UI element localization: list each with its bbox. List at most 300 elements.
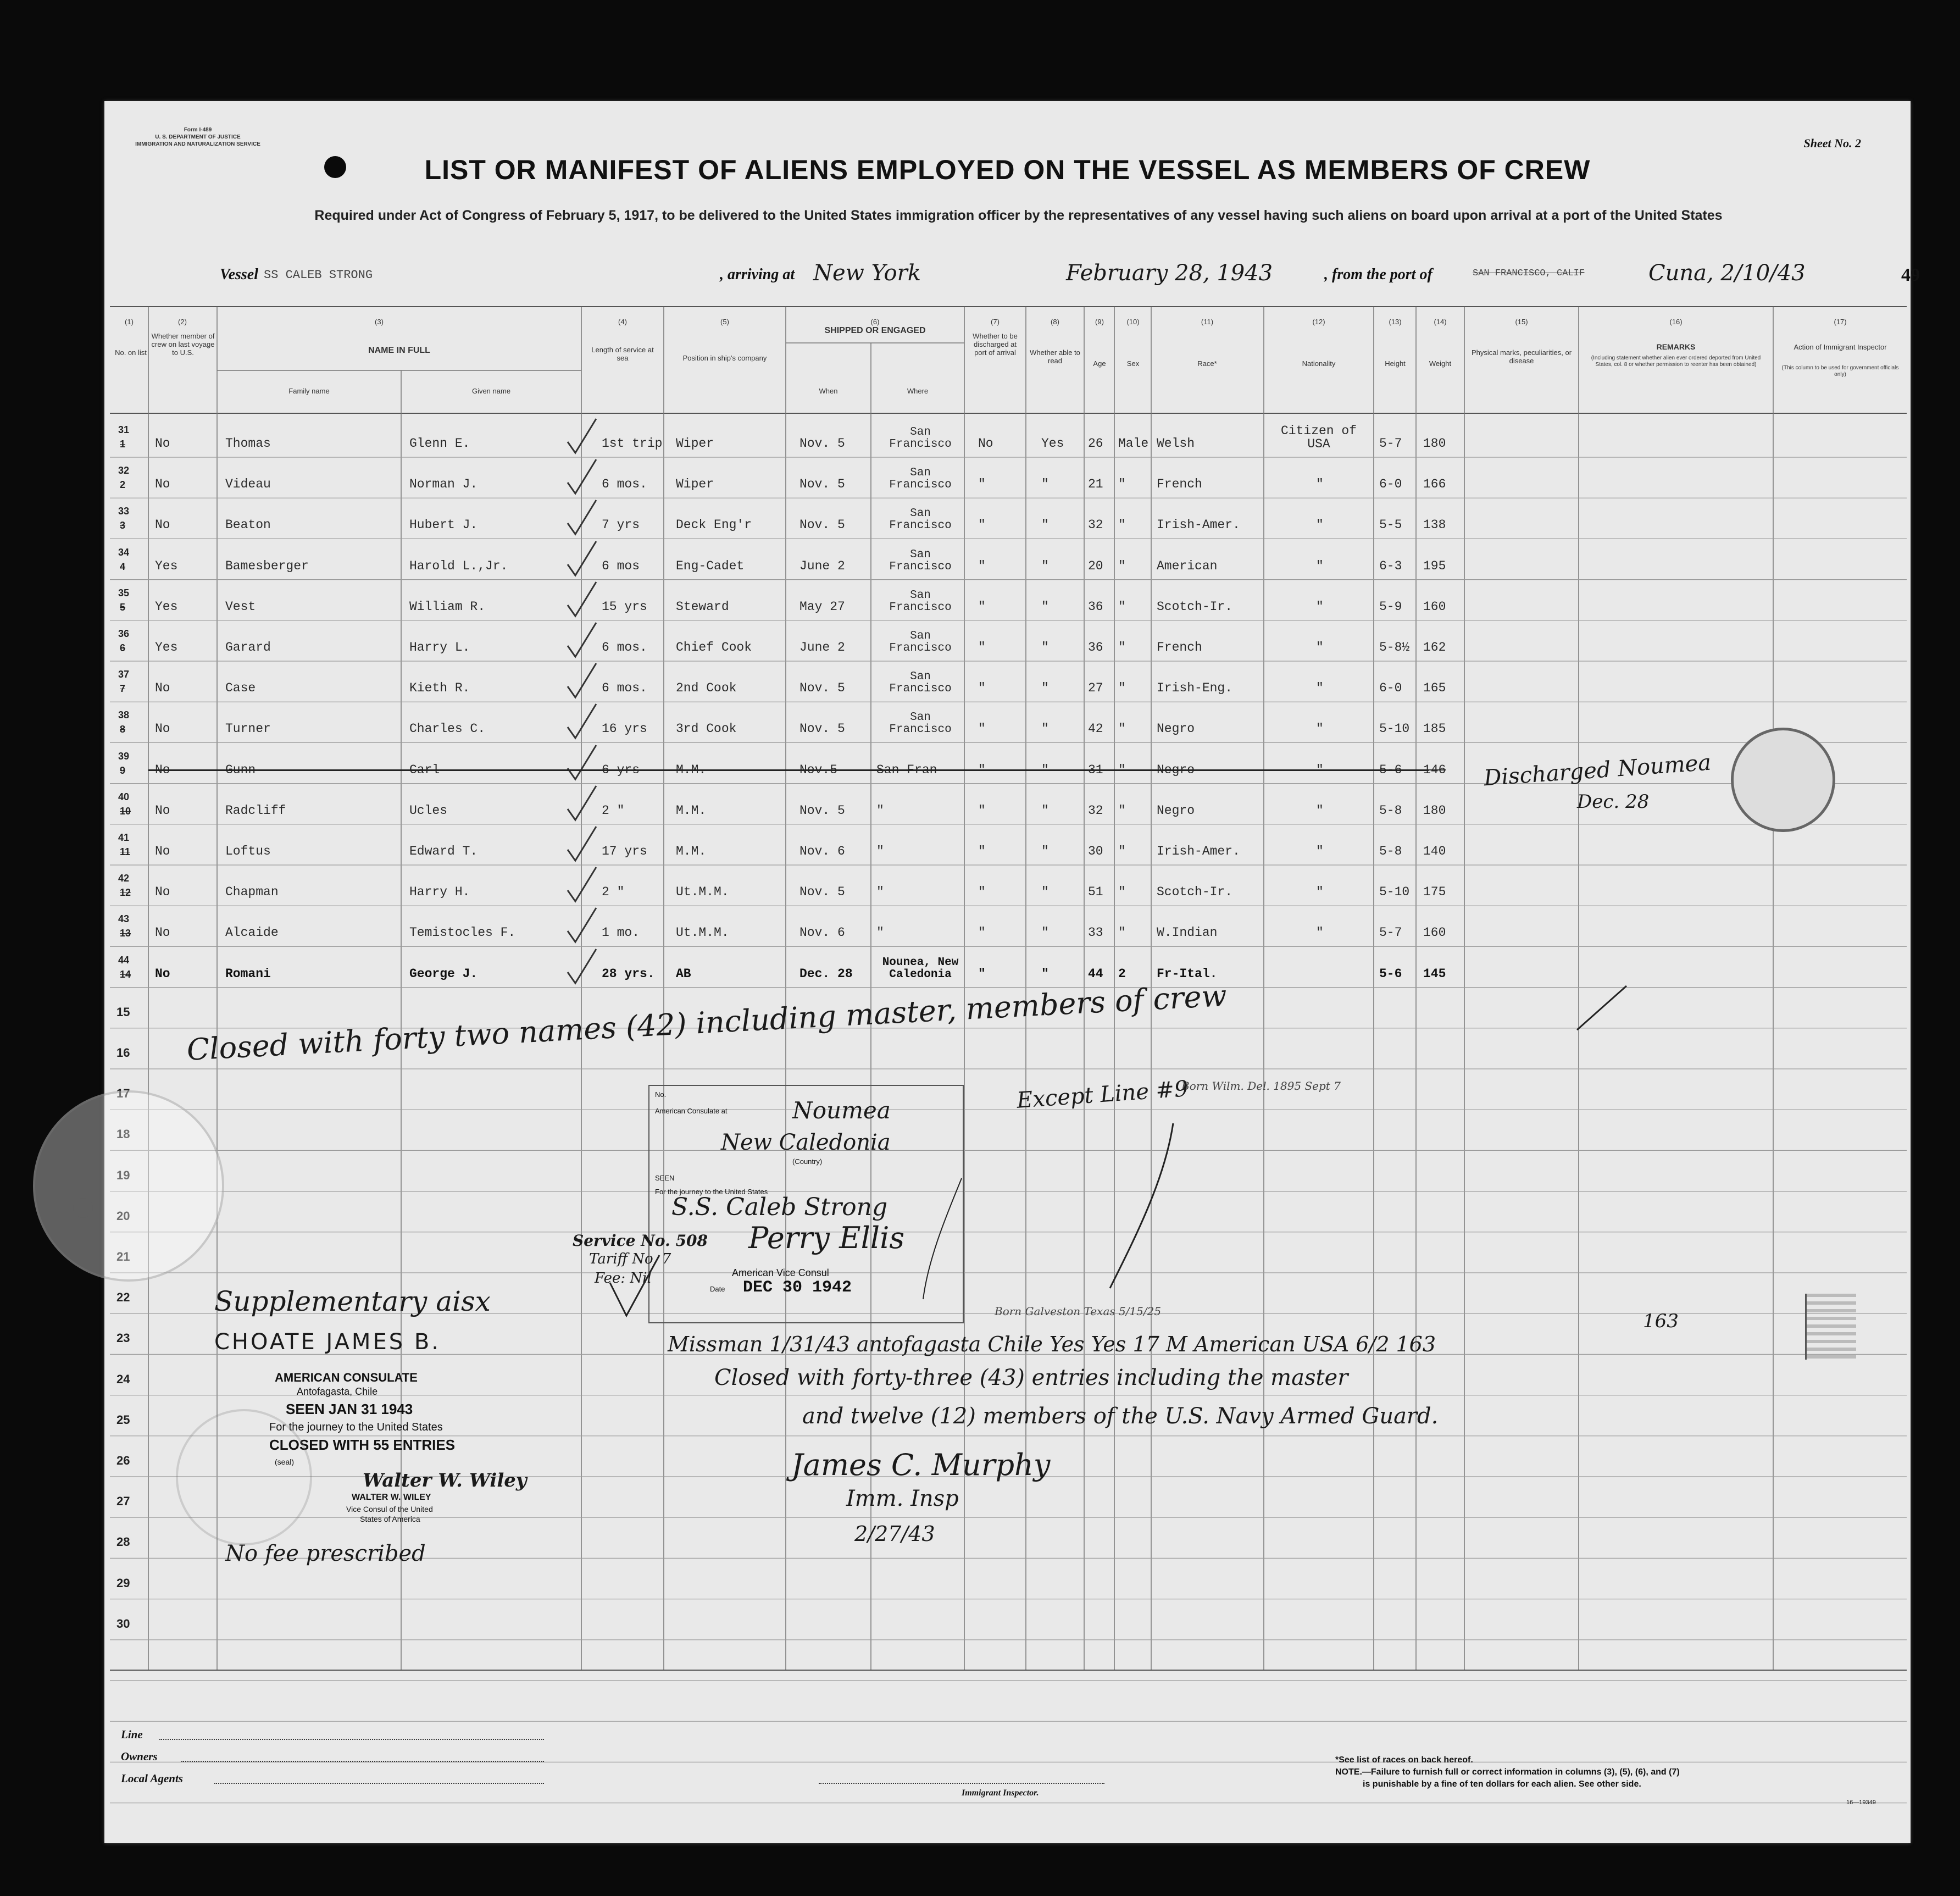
row-number: 35 bbox=[118, 587, 130, 598]
shipped-where-cell: San Francisco bbox=[889, 589, 952, 614]
form-header: Form I-489 U. S. DEPARTMENT OF JUSTICE IMMIGRATION AND NATURALIZATION SERVICE bbox=[135, 127, 260, 147]
race-cell: Fr-Ital. bbox=[1157, 966, 1218, 981]
vessel-name: SS CALEB STRONG bbox=[264, 268, 373, 282]
row-number: 40 bbox=[118, 791, 130, 802]
blank-line-number: 25 bbox=[116, 1412, 130, 1427]
race-cell: American bbox=[1157, 558, 1218, 573]
nationality-cell: " bbox=[1316, 885, 1324, 900]
family-name-cell: Alcaide bbox=[225, 925, 279, 940]
length-service-cell: 6 mos. bbox=[602, 640, 647, 655]
length-service-cell: 6 yrs bbox=[602, 762, 640, 777]
service-no: Service No. 508 bbox=[573, 1232, 708, 1250]
position-cell: M.M. bbox=[676, 844, 707, 858]
sex-cell: " bbox=[1118, 640, 1126, 655]
discharged-date: Dec. 28 bbox=[1577, 791, 1650, 813]
shipped-when-cell: Dec. 28 bbox=[799, 966, 853, 981]
position-cell: Steward bbox=[676, 599, 729, 614]
position-cell: Deck Eng'r bbox=[676, 518, 752, 533]
sex-cell: " bbox=[1118, 599, 1126, 614]
shipped-when-cell: Nov. 6 bbox=[799, 844, 845, 858]
length-service-cell: 6 mos. bbox=[602, 477, 647, 492]
length-service-cell: 6 mos. bbox=[602, 681, 647, 696]
blank-line-number: 16 bbox=[116, 1046, 130, 1060]
row-number: 34 bbox=[118, 546, 130, 558]
sex-cell: " bbox=[1118, 722, 1126, 736]
able-read-cell: " bbox=[1041, 558, 1049, 573]
old-row-number: 10 bbox=[120, 805, 131, 817]
race-cell: Negro bbox=[1157, 803, 1195, 818]
sex-cell: " bbox=[1118, 681, 1126, 696]
pen-strokes bbox=[104, 101, 1920, 1843]
row-number: 33 bbox=[118, 506, 130, 517]
old-row-number: 5 bbox=[120, 601, 126, 613]
nationality-cell: " bbox=[1316, 844, 1324, 858]
height-cell: 5-6 bbox=[1379, 966, 1402, 981]
last-voyage-cell: No bbox=[155, 518, 170, 533]
able-read-cell: " bbox=[1041, 640, 1049, 655]
discharged-note: Discharged Noumea bbox=[1483, 750, 1712, 791]
weight-cell: 146 bbox=[1423, 762, 1446, 777]
blank-line-number: 17 bbox=[116, 1086, 130, 1101]
family-name-cell: Bamesberger bbox=[225, 558, 309, 573]
from-port: Cuna, 2/10/43 bbox=[1648, 260, 1806, 286]
row-number: 41 bbox=[118, 832, 130, 843]
height-cell: 5-9 bbox=[1379, 599, 1402, 614]
old-row-number: 14 bbox=[120, 968, 131, 980]
weight-cell: 195 bbox=[1423, 558, 1446, 573]
weight-cell: 180 bbox=[1423, 803, 1446, 818]
old-row-number: 6 bbox=[120, 642, 126, 653]
discharged-cell: " bbox=[978, 558, 986, 573]
age-cell: 36 bbox=[1088, 640, 1103, 655]
shipped-when-cell: Nov. 5 bbox=[799, 436, 845, 451]
blank-line-number: 27 bbox=[116, 1494, 130, 1509]
shipped-where-cell: Nounea, New Caledonia bbox=[882, 956, 959, 981]
weight-cell: 160 bbox=[1423, 925, 1446, 940]
age-cell: 36 bbox=[1088, 599, 1103, 614]
age-cell: 44 bbox=[1088, 966, 1103, 981]
last-voyage-cell: Yes bbox=[155, 599, 178, 614]
fee: Fee: Nil bbox=[595, 1270, 652, 1287]
sex-cell: " bbox=[1118, 803, 1126, 818]
round-consulate-stamp bbox=[1731, 728, 1835, 832]
weight-cell: 175 bbox=[1423, 885, 1446, 900]
tariff-no: Tariff No. 7 bbox=[589, 1251, 671, 1267]
blank-line-number: 29 bbox=[116, 1576, 130, 1590]
able-read-cell: " bbox=[1041, 966, 1049, 981]
punch-hole bbox=[73, 264, 93, 284]
noumea-city: Noumea bbox=[792, 1097, 891, 1124]
noumea-consulate-stamp: No. American Consulate at Noumea New Caledonia (Country) SEEN For the journey to the United States S.S. Caleb Strong Service No. 508 Tariff No. 7 Fee: Nil Perry Ellis American Vice Consul Date DEC 30 1942 bbox=[648, 1085, 964, 1323]
family-name-cell: Radcliff bbox=[225, 803, 286, 818]
discharged-cell: " bbox=[978, 722, 986, 736]
race-cell: French bbox=[1157, 477, 1202, 492]
shipped-where-cell: " bbox=[876, 925, 884, 940]
age-cell: 32 bbox=[1088, 803, 1103, 818]
given-name-cell: Norman J. bbox=[409, 477, 478, 492]
discharged-cell: " bbox=[978, 640, 986, 655]
nationality-cell: " bbox=[1316, 477, 1324, 492]
nationality-cell: " bbox=[1316, 518, 1324, 533]
family-name-cell: Garard bbox=[225, 640, 271, 655]
able-read-cell: Yes bbox=[1041, 436, 1064, 451]
race-cell: W.Indian bbox=[1157, 925, 1218, 940]
punch-hole bbox=[73, 177, 93, 197]
discharged-cell: " bbox=[978, 925, 986, 940]
shipped-when-cell: May 27 bbox=[799, 599, 845, 614]
noumea-date: DEC 30 1942 bbox=[743, 1278, 852, 1297]
margin-stamp bbox=[1805, 1294, 1856, 1360]
position-cell: M.M. bbox=[676, 762, 707, 777]
footer-owners-field bbox=[181, 1761, 544, 1762]
blank-line-number: 26 bbox=[116, 1454, 130, 1467]
family-name-cell: Chapman bbox=[225, 885, 279, 900]
sex-cell: " bbox=[1118, 925, 1126, 940]
age-cell: 31 bbox=[1088, 762, 1103, 777]
height-cell: 5-8 bbox=[1379, 803, 1402, 818]
page-subtitle: Required under Act of Congress of February 5, 1917, to be delivered to the United States immigration officer by the representatives of any vessel having such aliens on board upon arrival at a port of the United States bbox=[314, 208, 1723, 223]
discharged-cell: " bbox=[978, 477, 986, 492]
shipped-when-cell: Nov.5 bbox=[799, 762, 838, 777]
family-name-cell: Vest bbox=[225, 599, 256, 614]
blank-line-number: 21 bbox=[116, 1250, 130, 1263]
antofagasta-consulate-stamp: AMERICAN CONSULATE Antofagasta, Chile SEEN JAN 31 1943 For the journey to the United States CLOSED WITH 55 ENTRIES (seal) Walter W. Wiley WALTER W. WILEY Vice Consul of the United States of America bbox=[269, 1371, 527, 1523]
blank-line-number: 23 bbox=[116, 1331, 130, 1345]
age-cell: 30 bbox=[1088, 844, 1103, 858]
discharged-cell: " bbox=[978, 803, 986, 818]
weight-cell: 166 bbox=[1423, 477, 1446, 492]
last-voyage-cell: No bbox=[155, 681, 170, 696]
from-port-struck: SAN FRANCISCO, CALIF bbox=[1473, 268, 1585, 279]
blank-line-number: 19 bbox=[116, 1168, 130, 1182]
age-cell: 26 bbox=[1088, 436, 1103, 451]
footer-agents-label: Local Agents bbox=[121, 1772, 183, 1785]
shipped-where-cell: San Francisco bbox=[889, 548, 952, 573]
position-cell: Wiper bbox=[676, 436, 714, 451]
age-cell: 21 bbox=[1088, 477, 1103, 492]
blank-line-number: 28 bbox=[116, 1535, 130, 1549]
able-read-cell: " bbox=[1041, 844, 1049, 858]
height-cell: 5-8½ bbox=[1379, 640, 1410, 655]
arrival-date: February 28, 1943 bbox=[1066, 260, 1273, 286]
last-voyage-cell: Yes bbox=[155, 640, 178, 655]
weight-cell: 165 bbox=[1423, 681, 1446, 696]
old-row-number: 3 bbox=[120, 520, 126, 531]
family-name-cell: Videau bbox=[225, 477, 271, 492]
sex-cell: " bbox=[1118, 885, 1126, 900]
height-cell: 5-7 bbox=[1379, 436, 1402, 451]
footer-line-field bbox=[159, 1739, 544, 1740]
discharged-cell: " bbox=[978, 966, 986, 981]
blank-line-number: 20 bbox=[116, 1208, 130, 1223]
able-read-cell: " bbox=[1041, 722, 1049, 736]
shipped-when-cell: Nov. 5 bbox=[799, 722, 845, 736]
antofagasta-signature: Walter W. Wiley bbox=[363, 1470, 527, 1492]
nationality-cell: " bbox=[1316, 599, 1324, 614]
punch-hole bbox=[73, 352, 93, 372]
race-cell: Irish-Eng. bbox=[1157, 681, 1233, 696]
given-name-cell: Ucles bbox=[409, 803, 448, 818]
weight-cell: 162 bbox=[1423, 640, 1446, 655]
sex-cell: " bbox=[1118, 518, 1126, 533]
old-row-number: 8 bbox=[120, 724, 126, 735]
closed-43-note: Closed with forty-three (43) entries including the master bbox=[714, 1365, 1348, 1390]
supplementary-note: Supplementary aisx bbox=[214, 1285, 491, 1317]
margin-163: 163 bbox=[1643, 1310, 1679, 1332]
blank-line-number: 15 bbox=[116, 1005, 130, 1019]
row-number: 43 bbox=[118, 913, 130, 925]
inspector-title: Imm. Insp bbox=[846, 1486, 959, 1511]
row-number: 32 bbox=[118, 465, 130, 476]
shipped-where-cell: San Francisco bbox=[889, 630, 952, 655]
old-row-number: 13 bbox=[120, 928, 131, 939]
family-name-cell: Case bbox=[225, 681, 256, 696]
position-cell: Wiper bbox=[676, 477, 714, 492]
shipped-where-cell: San Francisco bbox=[889, 711, 952, 736]
last-voyage-cell: No bbox=[155, 722, 170, 736]
age-cell: 32 bbox=[1088, 518, 1103, 533]
race-cell: Negro bbox=[1157, 722, 1195, 736]
able-read-cell: " bbox=[1041, 885, 1049, 900]
height-cell: 6-0 bbox=[1379, 477, 1402, 492]
romani-birth-note: Born Wilm. Del. 1895 Sept 7 bbox=[1181, 1079, 1341, 1093]
discharged-cell: " bbox=[978, 599, 986, 614]
race-cell: French bbox=[1157, 640, 1202, 655]
height-cell: 5-10 bbox=[1379, 885, 1410, 900]
shipped-when-cell: Nov. 6 bbox=[799, 925, 845, 940]
old-row-number: 9 bbox=[120, 764, 126, 776]
given-name-cell: Harry H. bbox=[409, 885, 470, 900]
able-read-cell: " bbox=[1041, 803, 1049, 818]
old-row-number: 4 bbox=[120, 561, 126, 572]
race-cell: Welsh bbox=[1157, 436, 1195, 451]
shipped-where-cell: San Francisco bbox=[889, 467, 952, 492]
shipped-where-cell: San Fran bbox=[876, 762, 937, 777]
noumea-ship: S.S. Caleb Strong bbox=[671, 1193, 888, 1221]
old-row-number: 2 bbox=[120, 479, 126, 491]
sex-cell: " bbox=[1118, 762, 1126, 777]
missman-entry: Missman 1/31/43 antofagasta Chile Yes Yes 17 M American USA 6/2 163 bbox=[668, 1332, 1436, 1356]
last-voyage-cell: No bbox=[155, 844, 170, 858]
footer-agents-field bbox=[214, 1783, 544, 1784]
length-service-cell: 28 yrs. bbox=[602, 966, 655, 981]
age-cell: 27 bbox=[1088, 681, 1103, 696]
height-cell: 6-3 bbox=[1379, 558, 1402, 573]
old-row-number: 11 bbox=[120, 846, 131, 857]
family-name-cell: Loftus bbox=[225, 844, 271, 858]
punch-hole bbox=[73, 1283, 93, 1303]
given-name-cell: George J. bbox=[409, 966, 478, 981]
shipped-where-cell: San Francisco bbox=[889, 670, 952, 696]
height-cell: 5-5 bbox=[1379, 518, 1402, 533]
length-service-cell: 6 mos bbox=[602, 558, 640, 573]
nationality-cell: " bbox=[1316, 640, 1324, 655]
shipped-when-cell: June 2 bbox=[799, 558, 845, 573]
nationality-cell: " bbox=[1316, 803, 1324, 818]
weight-cell: 185 bbox=[1423, 722, 1446, 736]
vessel-line: Vessel SS CALEB STRONG , arriving at New York February 28, 1943 , from the port of SAN FRANCISCO, CALIF Cuna, 2/10/43 49 bbox=[220, 260, 1920, 286]
height-cell: 5-10 bbox=[1379, 722, 1410, 736]
weight-cell: 138 bbox=[1423, 518, 1446, 533]
shipped-where-cell: San Francisco bbox=[889, 426, 952, 451]
embossed-seal bbox=[33, 1090, 224, 1282]
arriving-port: New York bbox=[813, 260, 921, 286]
choate-name: CHOATE JAMES B. bbox=[214, 1329, 441, 1355]
footer-line-label: Line bbox=[121, 1728, 143, 1741]
height-cell: 6-0 bbox=[1379, 681, 1402, 696]
able-read-cell: " bbox=[1041, 518, 1049, 533]
given-name-cell: Hubert J. bbox=[409, 518, 478, 533]
position-cell: 3rd Cook bbox=[676, 722, 737, 736]
inspector-date: 2/27/43 bbox=[854, 1522, 935, 1546]
nationality-cell: Citizen of USA bbox=[1280, 424, 1357, 451]
weight-cell: 160 bbox=[1423, 599, 1446, 614]
length-service-cell: 1 mo. bbox=[602, 925, 640, 940]
given-name-cell: Kieth R. bbox=[409, 681, 470, 696]
old-row-number: 12 bbox=[120, 887, 131, 899]
punch-hole bbox=[73, 1627, 93, 1646]
position-cell: Chief Cook bbox=[676, 640, 752, 655]
shipped-when-cell: Nov. 5 bbox=[799, 885, 845, 900]
height-cell: 5-7 bbox=[1379, 925, 1402, 940]
footer-inspector-label: Immigrant Inspector. bbox=[962, 1788, 1039, 1798]
given-name-cell: Harry L. bbox=[409, 640, 470, 655]
sheet-number: Sheet No. 2 bbox=[1803, 136, 1861, 150]
sex-cell: 2 bbox=[1118, 966, 1126, 981]
shipped-where-cell: " bbox=[876, 803, 884, 818]
position-cell: Eng-Cadet bbox=[676, 558, 745, 573]
age-cell: 20 bbox=[1088, 558, 1103, 573]
given-name-cell: Harold L.,Jr. bbox=[409, 558, 508, 573]
shipped-when-cell: June 2 bbox=[799, 640, 845, 655]
length-service-cell: 16 yrs bbox=[602, 722, 647, 736]
position-cell: 2nd Cook bbox=[676, 681, 737, 696]
sex-cell: Male bbox=[1118, 436, 1149, 451]
old-row-number: 1 bbox=[120, 439, 126, 450]
punch-hole bbox=[73, 616, 93, 635]
page-number: 49 bbox=[1901, 265, 1920, 285]
row-number: 31 bbox=[118, 424, 130, 435]
blank-line-number: 30 bbox=[116, 1616, 130, 1631]
inspector-signature: James C. Murphy bbox=[791, 1448, 1051, 1482]
position-cell: Ut.M.M. bbox=[676, 885, 729, 900]
height-cell: 5-6 bbox=[1379, 762, 1402, 777]
sex-cell: " bbox=[1118, 558, 1126, 573]
given-name-cell: Edward T. bbox=[409, 844, 478, 858]
family-name-cell: Romani bbox=[225, 966, 271, 981]
given-name-cell: William R. bbox=[409, 599, 486, 614]
page-title: LIST OR MANIFEST OF ALIENS EMPLOYED ON THE VESSEL AS MEMBERS OF CREW bbox=[424, 154, 1591, 185]
length-service-cell: 2 " bbox=[602, 885, 625, 900]
able-read-cell: " bbox=[1041, 762, 1049, 777]
sex-cell: " bbox=[1118, 844, 1126, 858]
except-line-note: Except Line #9 bbox=[1015, 1076, 1189, 1113]
discharged-cell: " bbox=[978, 681, 986, 696]
given-name-cell: Carl bbox=[409, 762, 440, 777]
shipped-where-cell: " bbox=[876, 844, 884, 858]
last-voyage-cell: Yes bbox=[155, 558, 178, 573]
embossed-seal bbox=[176, 1409, 312, 1545]
position-cell: AB bbox=[676, 966, 691, 981]
race-cell: Negro bbox=[1157, 762, 1195, 777]
shipped-when-cell: Nov. 5 bbox=[799, 803, 845, 818]
age-cell: 51 bbox=[1088, 885, 1103, 900]
length-service-cell: 7 yrs bbox=[602, 518, 640, 533]
nationality-cell: " bbox=[1316, 762, 1324, 777]
family-name-cell: Gunn bbox=[225, 762, 256, 777]
able-read-cell: " bbox=[1041, 925, 1049, 940]
last-voyage-cell: No bbox=[155, 436, 170, 451]
row-number: 39 bbox=[118, 750, 130, 762]
punch-hole bbox=[73, 714, 93, 734]
last-voyage-cell: No bbox=[155, 477, 170, 492]
inspector-signature-line bbox=[819, 1783, 1104, 1784]
given-name-cell: Temistocles F. bbox=[409, 925, 516, 940]
blank-line-number: 18 bbox=[116, 1127, 130, 1141]
old-row-number: 7 bbox=[120, 683, 126, 695]
row-number: 36 bbox=[118, 628, 130, 639]
family-name-cell: Thomas bbox=[225, 436, 271, 451]
age-cell: 33 bbox=[1088, 925, 1103, 940]
discharged-cell: " bbox=[978, 885, 986, 900]
punch-hole bbox=[73, 813, 93, 833]
shipped-where-cell: San Francisco bbox=[889, 507, 952, 533]
noumea-country: New Caledonia bbox=[721, 1130, 891, 1155]
able-read-cell: " bbox=[1041, 681, 1049, 696]
blank-line-number: 22 bbox=[116, 1290, 130, 1305]
length-service-cell: 17 yrs bbox=[602, 844, 647, 858]
shipped-when-cell: Nov. 5 bbox=[799, 477, 845, 492]
age-cell: 42 bbox=[1088, 722, 1103, 736]
able-read-cell: " bbox=[1041, 599, 1049, 614]
sex-cell: " bbox=[1118, 477, 1126, 492]
no-fee-note: No fee prescribed bbox=[225, 1541, 426, 1566]
weight-cell: 145 bbox=[1423, 966, 1446, 981]
discharged-cell: " bbox=[978, 762, 986, 777]
discharged-cell: " bbox=[978, 844, 986, 858]
footer-owners-label: Owners bbox=[121, 1750, 158, 1763]
given-name-cell: Charles C. bbox=[409, 722, 486, 736]
discharged-cell: " bbox=[978, 518, 986, 533]
last-voyage-cell: No bbox=[155, 885, 170, 900]
nationality-cell: " bbox=[1316, 722, 1324, 736]
last-voyage-cell: No bbox=[155, 925, 170, 940]
given-name-cell: Glenn E. bbox=[409, 436, 470, 451]
race-cell: Irish-Amer. bbox=[1157, 518, 1240, 533]
row-number: 42 bbox=[118, 873, 130, 884]
nationality-cell: " bbox=[1316, 681, 1324, 696]
race-cell: Scotch-Ir. bbox=[1157, 599, 1233, 614]
shipped-when-cell: Nov. 5 bbox=[799, 681, 845, 696]
length-service-cell: 15 yrs bbox=[602, 599, 647, 614]
length-service-cell: 1st trip bbox=[602, 436, 663, 451]
weight-cell: 180 bbox=[1423, 436, 1446, 451]
nationality-cell: " bbox=[1316, 925, 1324, 940]
row-number: 37 bbox=[118, 669, 130, 680]
manifest-sheet: Form I-489 U. S. DEPARTMENT OF JUSTICE IMMIGRATION AND NATURALIZATION SERVICE Sheet No. 2 LIST OR MANIFEST OF ALIENS EMPLOYED ON THE VESSEL AS MEMBERS OF CREW Required under Act of Congress of February 5, 1917, to be delivered to the United States immigration officer by the representatives of any vessel having such aliens on board upon arrival at a port of the United States Vessel SS CALEB STRONG , arriving at New York February 28, 1943 , from the port of SAN FRANCISCO, CALIF Cuna, 2/10/43 49 (1) (2) (3) (4) (5) (6) (7) (8) (9) (10) (11) (12) (13) (14) (15) (16) (17) No. on list Whether member of crew on last voyage to U.S. NAME IN FULL Family name Given name Length of service at sea Position in ship's company SHIPPED OR ENGAGED When Where Whether to be discharged at port of arrival Whether able to read Age Sex Race* Nationality Height Weight Physical marks, peculiarities, or disease REMARKS (Including statement whether alien ever ordered deported from United States, col. 8 or whether permission to reenter has been obtained) Action of Immigrant Inspector (This column to be used for government officials only) 31 1 No Thomas Glenn E. 1st trip Wiper Nov. 5 San Francisco No Yes 26 Male Welsh Citizen of USA 5-7 180 32 2 No Videau Norman J. 6 mos. Wiper Nov. 5 San Francisco " " 21 " French " 6-0 166 33 3 No Beaton Hubert J. 7 yrs Deck Eng'r Nov. 5 San Francisco " " 32 " Irish-Amer. " 5-5 138 34 4 Yes Bamesberger Harold L.,Jr. 6 mos Eng-Cadet June 2 San Francisco " " 20 " American " 6-3 195 35 5 Yes Vest William R. 15 yrs Steward May 27 San Francisco " " 36 " Scotch-Ir. " 5-9 160 36 6 Yes Garard Harry L. 6 mos. Chief Cook June 2 San Francisco " " 36 " French " 5-8½ 162 37 7 No Case Kieth R. 6 mos. 2nd Cook Nov. 5 San Francisco " " 27 " Irish-Eng. " 6-0 165 38 8 No Turner Charles C. 16 yrs 3rd Cook Nov. 5 San Francisco " " 42 " Negro " 5-10 185 39 9 No Gunn Carl 6 yrs M.M. Nov.5 San Fran " " 31 " Negro " 5-6 146 40 10 No Radcliff Ucles 2 " M.M. Nov. 5 " " " 32 " Negro " 5-8 180 41 11 No Loftus Edward T. 17 yrs M.M. Nov. 6 " " " 30 " Irish-Amer. " 5-8 140 42 12 No Chapman Harry H. 2 " Ut.M.M. Nov. 5 " " " 51 " Scotch-Ir. " 5-10 175 43 13 No Alcaide Temistocles F. 1 mo. Ut.M.M. Nov. 6 " " " 33 " W.Indian " 5-7 160 44 14 No Romani George J. 28 yrs. AB Dec. 28 Nounea, New Caledonia " " 44 2 Fr-Ital. 5-6 145 15 16 17 18 19 20 21 22 23 24 25 26 27 28 29 30 Born Wilm. Del. 1895 Sept 7 Discharged Noumea Dec. 28 Closed with forty two names (42) including master, members of crew Except Line #9 No. American Consulate at Noumea New Caledonia (Country) SEEN For the journey to the United States S.S. Caleb Strong Service No. 508 Tariff No. 7 Fee: Nil Perry Ellis American Vice Consul Date DEC 30 1942 Supplementary aisx CHOATE JAMES B. Born Galveston Texas 5/15/25 Missman 1/31/43 antofagasta Chile Yes Yes 17 M American USA 6/2 163 Closed with forty-three (43) entries including the master and twelve (12) members of the U.S. Navy Armed Guard. James C. Murphy Imm. Insp 2/27/43 163 No fee prescribed AMERICAN CONSULATE Antofagasta, Chile SEEN JAN 31 1943 For the journey to the United States CLOSED WITH 55 ENTRIES (seal) Walter W. Wiley WALTER W. WILEY Vice Consul of the United States of America Line Owners Local Agents Immigrant Inspector. *See list of races on back hereof. NOTE.—Failure to furnish full or correct information in columns (3), (5), (6), and (7) is punishable by a fine of ten dollars for each alien. See other side. 16—19349 bbox=[104, 101, 1911, 1843]
length-service-cell: 2 " bbox=[602, 803, 625, 818]
closed-42-note: Closed with forty two names (42) including master, members of crew bbox=[186, 978, 1228, 1067]
position-cell: M.M. bbox=[676, 803, 707, 818]
born-galveston: Born Galveston Texas 5/15/25 bbox=[995, 1305, 1162, 1318]
row-number: 38 bbox=[118, 709, 130, 721]
family-name-cell: Beaton bbox=[225, 518, 271, 533]
shipped-where-cell: " bbox=[876, 885, 884, 900]
position-cell: Ut.M.M. bbox=[676, 925, 729, 940]
noumea-signature: Perry Ellis bbox=[748, 1221, 905, 1255]
last-voyage-cell: No bbox=[155, 762, 170, 777]
seen-date: SEEN JAN 31 1943 bbox=[286, 1401, 413, 1417]
